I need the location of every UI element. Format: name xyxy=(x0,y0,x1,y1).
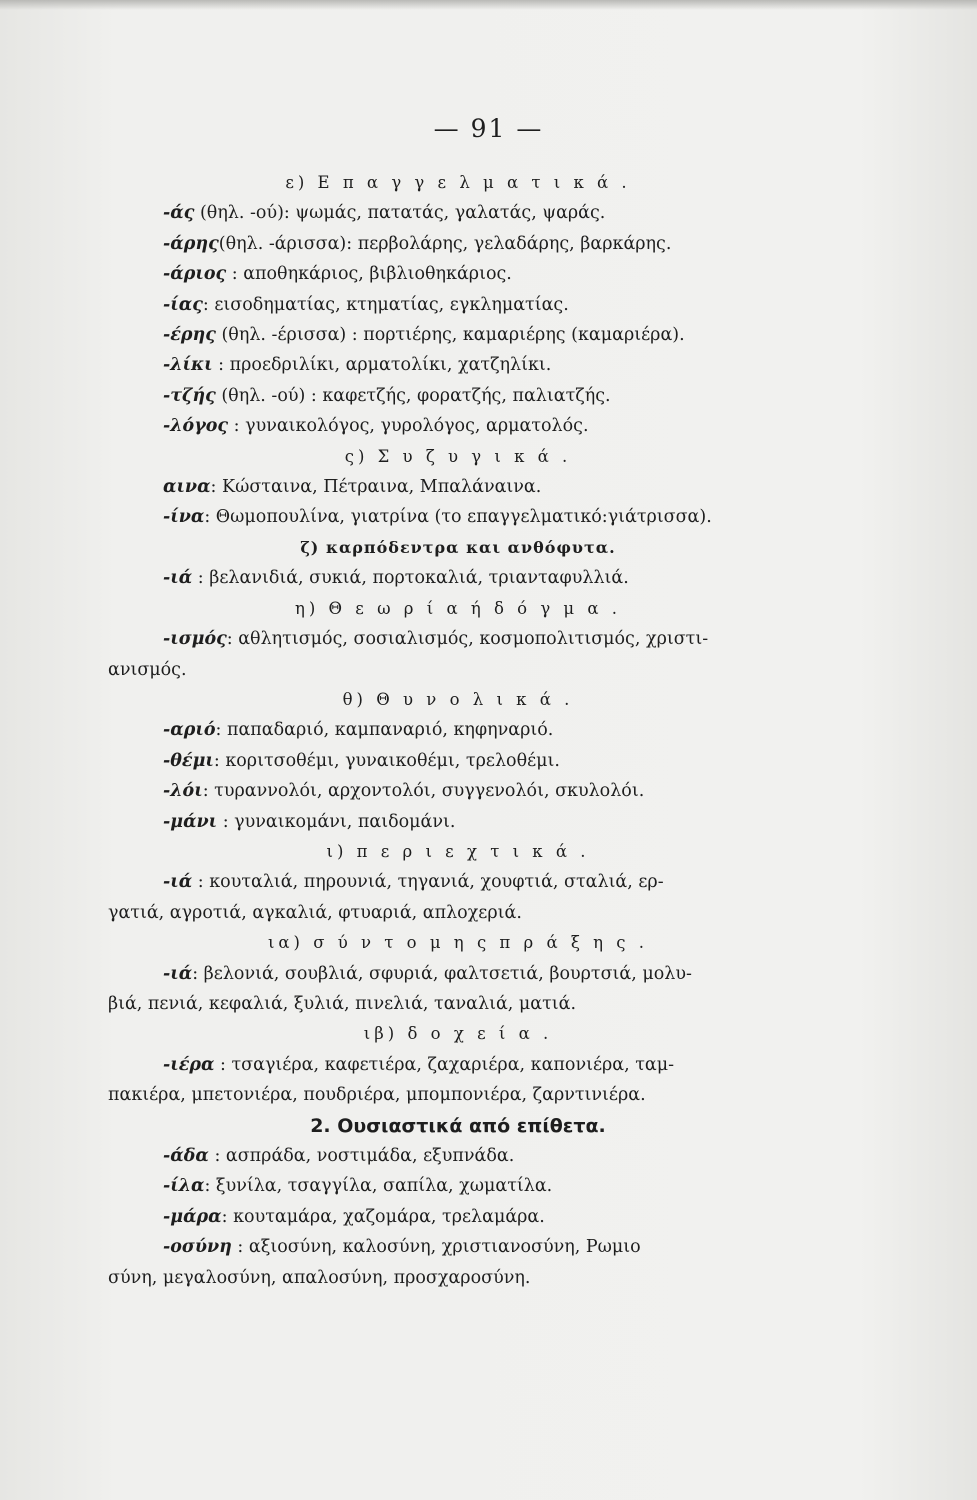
page-number: — 91 — xyxy=(433,114,544,143)
suffix-label: -λίκι xyxy=(163,355,213,376)
suffix-entry xyxy=(108,867,808,897)
entry-examples: : κοριτσοθέμι, γυναικοθέμι, τρελοθέμι. xyxy=(213,750,560,771)
suffix-entry xyxy=(108,807,808,837)
section-heading: ε) Ε π α γ γ ε λ μ α τ ι κ ά . xyxy=(285,173,631,192)
suffix-label: -λόι xyxy=(163,781,203,802)
section-heading: ζ) καρπόδεντρα και ανθόφυτα. xyxy=(300,537,616,557)
suffix-entry xyxy=(108,290,808,320)
section-heading: 2. Ουσιαστικά από επίθετα. xyxy=(310,1114,606,1137)
suffix-label: -οσύνη xyxy=(163,1237,232,1258)
suffix-label: -θέμι xyxy=(163,750,214,771)
entry-examples: (θηλ. -έρισσα) : πορτιέρης, καμαριέρης (καμαριέρα). xyxy=(215,325,685,346)
entry-examples: : γυναικολόγος, γυρολόγος, αρματολός. xyxy=(228,416,589,437)
suffix-label: -άδα xyxy=(163,1146,209,1166)
suffix-entry xyxy=(108,259,808,289)
section-heading: η) Θ ε ω ρ ί α ή δ ό γ μ α . xyxy=(294,598,622,618)
suffix-entry xyxy=(108,320,808,350)
entry-examples: : τσαγιέρα, καφετιέρα, ζαχαριέρα, καπονιέρα, ταμ- xyxy=(214,1054,675,1075)
entry-examples: : προεδριλίκι, αρματολίκι, χατζηλίκι. xyxy=(212,355,552,376)
continuation-line: βιά, πενιά, κεφαλιά, ξυλιά, πινελιά, ταναλιά, ματιά. xyxy=(108,993,577,1014)
suffix-entry xyxy=(108,502,808,532)
suffix-label: -άριος xyxy=(163,264,227,285)
entry-examples: (θηλ. -ού) : καφετζής, φορατζής, παλιατζής. xyxy=(215,385,611,406)
suffix-label: -αριό xyxy=(163,720,216,741)
entry-examples: : αξιοσύνη, καλοσύνη, χριστιανοσύνη, Ρωμιο xyxy=(231,1237,641,1258)
suffix-label: -τζής xyxy=(163,385,216,406)
suffix-entry xyxy=(108,563,808,593)
suffix-label: -μάνι xyxy=(163,811,218,832)
suffix-entry xyxy=(108,746,808,776)
section-heading: ιβ) δ ο χ ε ί α . xyxy=(363,1024,553,1044)
suffix-label: -ίλα xyxy=(163,1176,205,1197)
entry-examples: : κουταλιά, πηρουνιά, τηγανιά, χουφτιά, σταλιά, ερ- xyxy=(192,872,664,893)
page-top-edge xyxy=(0,0,977,10)
continuation-line: ανισμός. xyxy=(108,659,187,680)
suffix-entry xyxy=(108,1202,808,1232)
suffix-entry xyxy=(108,381,808,411)
suffix-entry xyxy=(108,1232,808,1262)
entry-examples: : τυραννολόι, αρχοντολόι, συγγενολόι, σκυλολόι. xyxy=(202,781,645,802)
suffix-label: -άς xyxy=(163,203,195,224)
entry-examples: : εισοδηματίας, κτηματίας, εγκληματίας. xyxy=(202,294,569,315)
suffix-entry xyxy=(108,1141,808,1171)
entry-examples: : γυναικομάνι, παιδομάνι. xyxy=(217,811,456,832)
suffix-label: -ιά xyxy=(163,568,193,589)
entry-examples: : αθλητισμός, σοσιαλισμός, κοσμοπολιτισμός, χριστι- xyxy=(226,629,709,650)
section-heading: ια) σ ύ ν τ ο μ η ς π ρ ά ξ η ς . xyxy=(267,933,649,953)
continuation-line: σύνη, μεγαλοσύνη, απαλοσύνη, προσχαροσύνη. xyxy=(108,1267,531,1288)
section-heading: ι) π ε ρ ι ε χ τ ι κ ά . xyxy=(326,841,590,861)
suffix-label: -ιά xyxy=(163,872,193,893)
entry-examples: : ασπράδα, νοστιμάδα, εξυπνάδα. xyxy=(208,1146,515,1166)
entry-examples: : παπαδαριό, καμπαναριό, κηφηναριό. xyxy=(215,720,554,741)
suffix-label: -λόγος xyxy=(163,416,229,437)
suffix-entry xyxy=(108,472,808,502)
continuation-line: πακιέρα, μπετονιέρα, πουδριέρα, μπομπονιέρα, ζαρντινιέρα. xyxy=(108,1085,646,1106)
suffix-label: -ισμός xyxy=(163,629,227,650)
entry-examples: : ξυνίλα, τσαγγίλα, σαπίλα, χωματίλα. xyxy=(204,1176,553,1197)
entry-examples: : βελονιά, σουβλιά, σφυριά, φαλτσετιά, βουρτσιά, μολυ- xyxy=(192,963,692,984)
suffix-entry xyxy=(108,715,808,745)
entry-examples: : βελανιδιά, συκιά, πορτοκαλιά, τριανταφυλλιά. xyxy=(192,568,629,589)
entry-examples: : Κώσταινα, Πέτραινα, Μπαλάναινα. xyxy=(210,477,542,498)
entry-examples: : κουταμάρα, χαζομάρα, τρελαμάρα. xyxy=(221,1206,545,1227)
suffix-entry xyxy=(108,776,808,806)
suffix-entry xyxy=(108,959,808,989)
section-heading: ς) Σ υ ζ υ γ ι κ ά . xyxy=(344,446,572,466)
section-heading: θ) Θ υ ν ο λ ι κ ά . xyxy=(342,689,574,709)
entry-examples: (θηλ. -άρισσα): περβολάρης, γελαδάρης, βαρκάρης. xyxy=(218,233,672,254)
suffix-entry xyxy=(108,350,808,380)
entry-examples: : αποθηκάριος, βιβλιοθηκάριος. xyxy=(226,264,512,285)
suffix-entry xyxy=(108,624,808,654)
suffix-entry xyxy=(108,198,808,228)
text-body xyxy=(108,168,808,1293)
suffix-entry xyxy=(108,1050,808,1080)
suffix-entry xyxy=(108,411,808,441)
suffix-label: -ίνα xyxy=(163,507,205,528)
continuation-line: γατιά, αγροτιά, αγκαλιά, φτυαριά, απλοχεριά. xyxy=(108,902,522,923)
suffix-label: -μάρα xyxy=(163,1206,222,1227)
suffix-label: -έρης xyxy=(163,325,216,346)
suffix-label: -ιέρα xyxy=(163,1054,215,1075)
suffix-entry xyxy=(108,229,808,259)
suffix-entry xyxy=(108,1171,808,1201)
suffix-label: -άρης xyxy=(163,233,219,254)
suffix-label: αινα xyxy=(163,477,211,498)
suffix-label: -ίας xyxy=(163,294,203,315)
entry-examples: (θηλ. -ού): ψωμάς, πατατάς, γαλατάς, ψαράς. xyxy=(194,203,606,224)
suffix-label: -ιά xyxy=(163,963,193,984)
entry-examples: : Θωμοπουλίνα, γιατρίνα (το επαγγελματικό:γιάτρισσα). xyxy=(204,507,712,528)
